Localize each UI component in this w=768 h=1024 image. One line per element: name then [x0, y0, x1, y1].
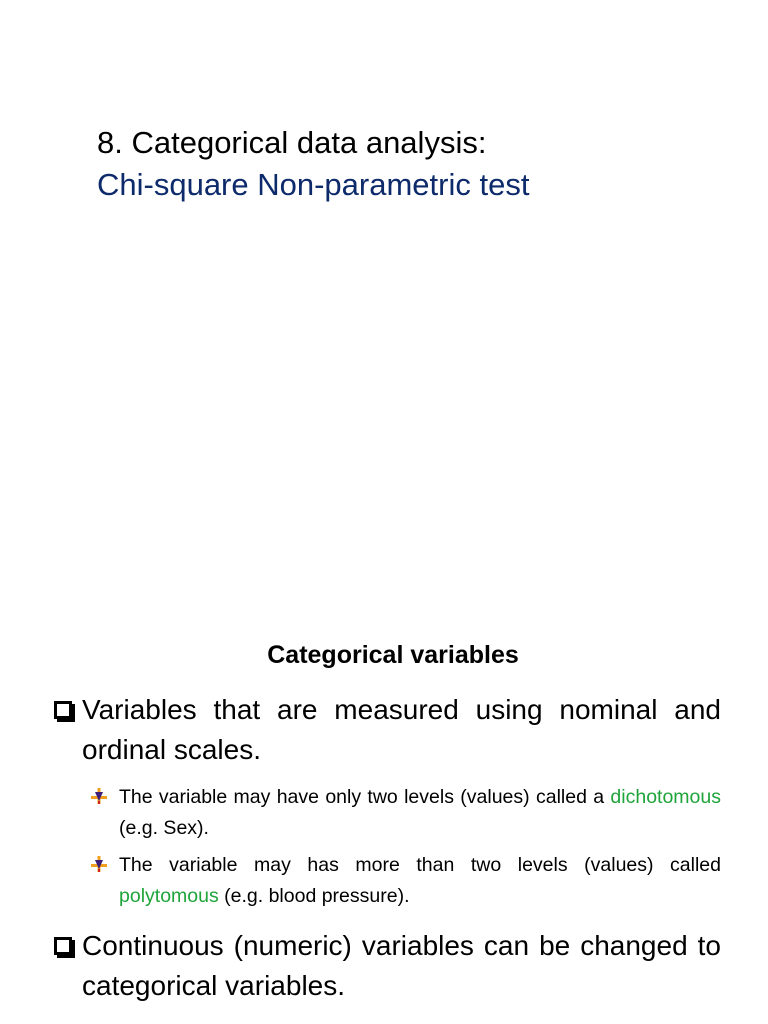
bullet-item: [53, 690, 721, 770]
bullet-text: Variables that are measured using nominal and ordinal scales.: [82, 694, 721, 765]
sub-bullet-item: [53, 850, 721, 912]
highlight-term: dichotomous: [610, 786, 721, 808]
sub-bullet-text: The variable may has more than two levels (values) called: [119, 854, 721, 876]
sub-bullet-list: [53, 782, 721, 912]
sub-bullet-text: The variable may have only two levels (values) called a: [119, 786, 611, 808]
bullet-list: [53, 690, 721, 1006]
checkbox-square-icon: [54, 937, 72, 955]
checkbox-square-icon: [54, 701, 72, 719]
down-arrow-plus-icon: [91, 856, 107, 872]
sub-bullet-text: (e.g. blood pressure).: [218, 885, 410, 907]
section-heading: Categorical variables: [267, 641, 519, 669]
down-arrow-plus-icon: [91, 788, 107, 804]
bullet-text: Continuous (numeric) variables can be changed to categorical variables.: [82, 930, 721, 1001]
sub-bullet-text: (e.g. Sex).: [119, 817, 209, 839]
sub-bullet-item: [53, 782, 721, 844]
slide-title: 8. Categorical data analysis:: [97, 125, 487, 160]
bullet-item: [53, 926, 721, 1006]
slide-subtitle: Chi-square Non-parametric test: [97, 167, 530, 202]
highlight-term: polytomous: [119, 885, 219, 907]
